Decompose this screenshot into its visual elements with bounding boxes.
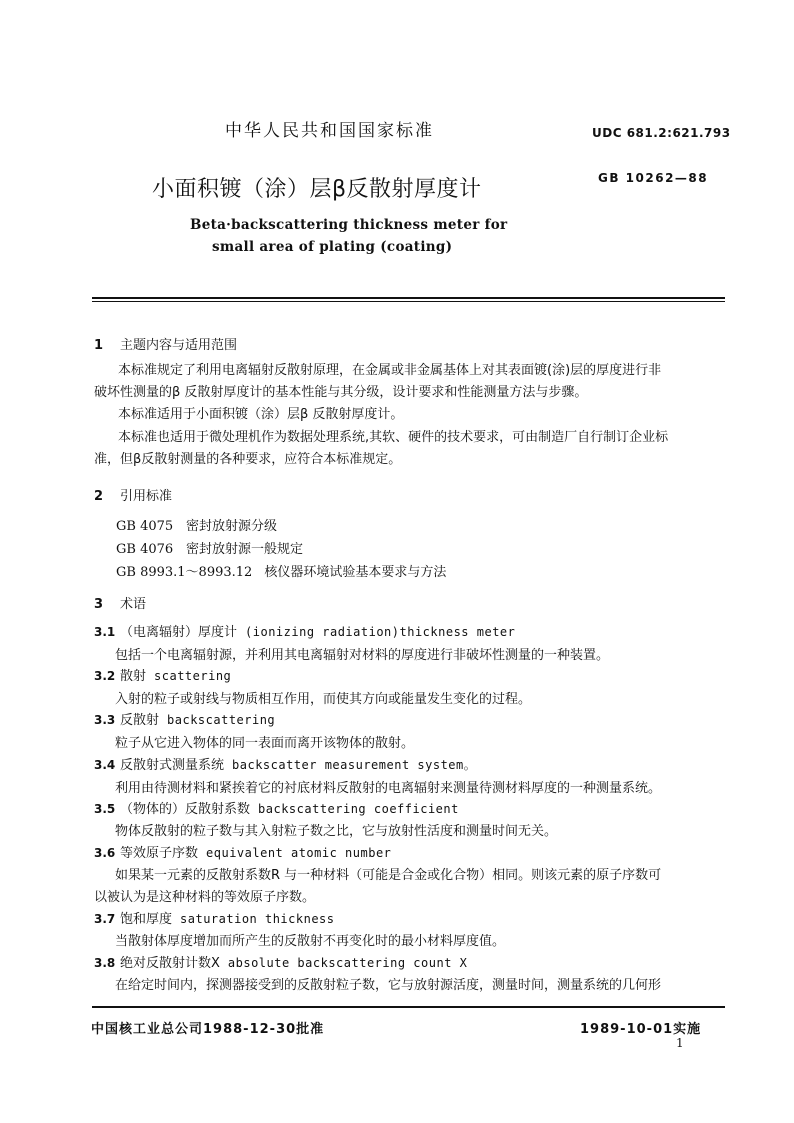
header-divider-bottom [92, 301, 725, 302]
term-english: backscatter measurement system。 [232, 758, 477, 772]
footer-divider [92, 1006, 725, 1008]
national-standard-label: 中华人民共和国国家标准 [225, 121, 434, 141]
reference-standard [116, 561, 446, 580]
term-3-6 [94, 842, 391, 861]
header-divider-top [92, 297, 725, 299]
term-3-7 [94, 908, 335, 927]
term-chinese: 反散射式测量系统 [120, 758, 225, 773]
term-definition: 在给定时间内，探测器接受到的反散射粒子数，它与放射源活度，测量时间，测量系统的几何形 [115, 978, 662, 993]
term-definition: 利用由待测材料和紧挨着它的衬底材料反散射的电离辐射来测量待测材料厚度的一种测量系统。 [115, 781, 662, 796]
paragraph-line: 本标准规定了利用电离辐射反散射原理，在金属或非金属基体上对其表面镀(涂)层的厚度进行非 [118, 363, 662, 378]
section-number: 3 [94, 597, 104, 612]
section-3-heading [94, 593, 146, 612]
udc-number: UDC 681.2:621.793 [592, 126, 731, 140]
term-chinese: 绝对反散射计数X [120, 956, 220, 971]
term-number: 3.5 [94, 802, 116, 816]
section-number: 1 [94, 338, 104, 353]
document-title: 小面积镀（涂）层β反散射厚度计 [152, 177, 482, 202]
reference-title: 核仪器环境试验基本要求与方法 [264, 565, 447, 580]
term-chinese: （物体的）反散射系数 [120, 802, 251, 817]
term-english: equivalent atomic number [206, 846, 392, 860]
term-definition: 粒子从它进入物体的同一表面而离开该物体的散射。 [115, 736, 415, 751]
paragraph-line: 本标准适用于小面积镀（涂）层β 反散射厚度计。 [118, 407, 404, 422]
reference-standard [116, 515, 277, 534]
paragraph-line: 破坏性测量的β 反散射厚度计的基本性能与其分级，设计要求和性能测量方法与步骤。 [94, 385, 588, 400]
term-number: 3.8 [94, 956, 116, 970]
term-chinese: 等效原子序数 [120, 846, 199, 861]
section-2-heading [94, 485, 172, 504]
effective-date: 1989-10-01实施 [580, 1022, 702, 1037]
term-3-5 [94, 798, 459, 817]
reference-code: GB 8993.1～8993.12 [116, 565, 253, 580]
term-english: saturation thickness [180, 912, 335, 926]
term-chinese: （电离辐射）厚度计 [120, 625, 238, 640]
reference-code: GB 4075 [116, 519, 174, 534]
term-3-8 [94, 952, 467, 971]
term-english: (ionizing radiation)thickness meter [245, 625, 516, 639]
reference-title: 密封放射源分级 [186, 519, 278, 534]
term-3-4 [94, 754, 476, 773]
term-definition: 包括一个电离辐射源，并利用其电离辐射对材料的厚度进行非破坏性测量的一种装置。 [115, 648, 610, 663]
section-1-paragraph-2 [94, 404, 724, 426]
term-chinese: 反散射 [120, 713, 160, 728]
section-1-heading [94, 334, 237, 353]
term-number: 3.3 [94, 713, 116, 727]
term-3-1 [94, 621, 515, 640]
term-chinese: 饱和厚度 [120, 912, 173, 927]
term-definition: 入射的粒子或射线与物质相互作用，而使其方向或能量发生变化的过程。 [115, 692, 532, 707]
reference-code: GB 4076 [116, 542, 174, 557]
reference-standard [116, 538, 303, 557]
english-title-line-1: Beta·backscattering thickness meter for [190, 217, 508, 233]
term-number: 3.4 [94, 758, 116, 772]
term-definition: 当散射体厚度增加而所产生的反散射不再变化时的最小材料厚度值。 [115, 934, 506, 949]
paragraph-line: 本标准也适用于微处理机作为数据处理系统,其软、硬件的技术要求，可由制造厂自行制订企业标 [118, 430, 669, 445]
reference-title: 密封放射源一般规定 [186, 542, 304, 557]
term-definition: 如果某一元素的反散射系数R 与一种材料（可能是合金或化合物）相同。则该元素的原子序数可 [115, 868, 662, 883]
gb-number: GB 10262—88 [598, 171, 709, 185]
term-3-3 [94, 709, 275, 728]
term-number: 3.6 [94, 846, 116, 860]
term-3-2 [94, 665, 231, 684]
section-1-paragraph-3 [94, 427, 724, 471]
term-english: backscattering [167, 713, 276, 727]
section-number: 2 [94, 489, 104, 504]
term-number: 3.2 [94, 669, 116, 683]
term-definition-continuation: 以被认为是这种材料的等效原子序数。 [94, 890, 316, 905]
page-number: 1 [676, 1036, 684, 1050]
term-number: 3.1 [94, 625, 116, 639]
term-english: absolute backscattering count X [227, 956, 468, 970]
section-1-paragraph-1 [94, 360, 724, 404]
term-chinese: 散射 [120, 669, 147, 684]
section-title: 引用标准 [120, 489, 173, 504]
term-english: scattering [154, 669, 232, 683]
paragraph-line: 准，但β反散射测量的各种要求，应符合本标准规定。 [94, 452, 402, 467]
section-title: 主题内容与适用范围 [120, 338, 238, 353]
english-title-line-2: small area of plating (coating) [212, 239, 453, 255]
term-english: backscattering coefficient [258, 802, 459, 816]
section-title: 术语 [120, 597, 147, 612]
term-number: 3.7 [94, 912, 116, 926]
term-definition: 物体反散射的粒子数与其入射粒子数之比，它与放射性活度和测量时间无关。 [115, 824, 558, 839]
approval-date: 中国核工业总公司1988-12-30批准 [91, 1022, 325, 1037]
